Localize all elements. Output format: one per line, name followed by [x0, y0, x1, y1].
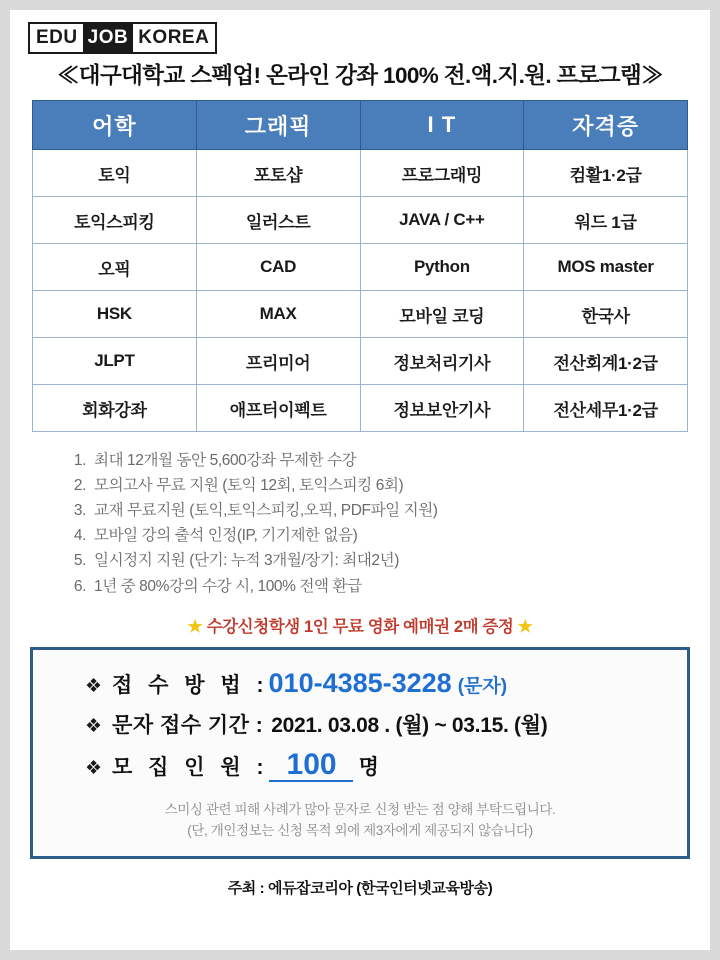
table-cell: 애프터이펙트: [196, 385, 360, 432]
list-item-number: 4.: [73, 527, 86, 545]
gift-text: 수강신청학생 1인 무료 영화 예매권 2매 증정: [206, 617, 514, 636]
list-item: [68, 574, 710, 599]
list-item: [68, 448, 710, 473]
table-cell: 일러스트: [196, 197, 360, 244]
table-cell: JLPT: [33, 338, 197, 385]
list-item: [68, 548, 710, 573]
column-header-graphic: 그래픽: [196, 101, 360, 150]
diamond-bullet-icon: ❖: [85, 675, 103, 697]
star-icon: ★: [187, 616, 203, 636]
table-row: [33, 150, 688, 197]
table-cell: 토익스피킹: [33, 197, 197, 244]
diamond-bullet-icon: ❖: [85, 757, 103, 779]
table-row: [33, 197, 688, 244]
page-title: ≪대구대학교 스펙업! 온라인 강좌 100% 전.액.지.원. 프로그램≫: [56, 63, 664, 88]
list-item-number: 6.: [73, 577, 86, 595]
logo-bar: [10, 10, 710, 54]
edujobkorea-logo: [28, 22, 217, 54]
application-period-label: 문자 접수 기간 :: [112, 713, 264, 737]
application-period-row: [33, 709, 687, 739]
application-notice: [33, 792, 687, 842]
star-icon: ★: [517, 616, 533, 636]
table-cell: MAX: [196, 291, 360, 338]
table-header-row: [33, 101, 688, 150]
table-row: [33, 244, 688, 291]
table-cell: 컴활1·2급: [524, 150, 688, 197]
course-table: [32, 100, 688, 432]
table-cell: 프로그래밍: [360, 150, 524, 197]
table-cell: 전산회계1·2급: [524, 338, 688, 385]
table-row: [33, 385, 688, 432]
list-item-label: 일시정지 지원 (단기: 누적 3개월/장기: 최대2년): [94, 552, 399, 570]
table-cell: 한국사: [524, 291, 688, 338]
application-box: [30, 647, 690, 859]
table-cell: 프리미어: [196, 338, 360, 385]
gift-banner: [10, 599, 710, 645]
list-item-label: 모바일 강의 출석 인정(IP, 기기제한 없음): [94, 527, 358, 545]
list-item: [68, 473, 710, 498]
logo-text-job: JOB: [83, 24, 134, 52]
list-item-number: 2.: [73, 477, 86, 495]
application-count-row: [33, 749, 687, 783]
table-cell: 토익: [33, 150, 197, 197]
diamond-bullet-icon: ❖: [85, 715, 103, 737]
application-period-value: 2021. 03.08 . (월) ~ 03.15. (월): [271, 713, 548, 737]
application-notice-line1: 스미싱 관련 피해 사례가 많아 문자로 신청 받는 점 양해 부탁드립니다.: [164, 802, 556, 818]
phone-note: (문자): [457, 675, 508, 697]
application-count-label: 모 집 인 원 :: [112, 755, 269, 779]
table-cell: Python: [360, 244, 524, 291]
table-cell: 포토샵: [196, 150, 360, 197]
list-item-label: 모의고사 무료 지원 (토익 12회, 토익스피킹 6회): [94, 477, 404, 495]
list-item-number: 3.: [73, 502, 86, 520]
list-item-label: 1년 중 80%강의 수강 시, 100% 전액 환급: [94, 577, 362, 595]
table-cell: CAD: [196, 244, 360, 291]
table-row: [33, 338, 688, 385]
table-row: [33, 291, 688, 338]
table-cell: HSK: [33, 291, 197, 338]
table-cell: JAVA / C++: [360, 197, 524, 244]
column-header-certificate: 자격증: [524, 101, 688, 150]
list-item: [68, 498, 710, 523]
application-count-value: 100: [269, 749, 353, 783]
list-item-number: 1.: [73, 452, 86, 469]
table-cell: 전산세무1·2급: [524, 385, 688, 432]
table-cell: 회화강좌: [33, 385, 197, 432]
logo-text-korea: KOREA: [138, 27, 210, 48]
application-method-row: [33, 668, 687, 699]
list-item-label: 교재 무료지원 (토익,토익스피킹,오픽, PDF파일 지원): [94, 502, 438, 520]
table-cell: 정보보안기사: [360, 385, 524, 432]
table-cell: 워드 1급: [524, 197, 688, 244]
list-item-number: 5.: [73, 552, 86, 570]
table-cell: MOS master: [524, 244, 688, 291]
column-header-language: 어학: [33, 101, 197, 150]
logo-text-edu: EDU: [36, 27, 78, 48]
table-cell: 오픽: [33, 244, 197, 291]
application-method-label: 접 수 방 법 :: [112, 673, 269, 697]
application-notice-line2: (단, 개인정보는 신청 목적 외에 제3자에게 제공되지 않습니다): [187, 823, 533, 839]
table-cell: 모바일 코딩: [360, 291, 524, 338]
benefits-list: [10, 432, 710, 599]
footer-organizer: 주최 : 에듀잡코리아 (한국인터넷교육방송): [227, 880, 493, 897]
application-count-unit: 명: [358, 755, 379, 779]
list-item-label: 최대 12개월 동안 5,600강좌 무제한 수강: [94, 452, 357, 469]
table-cell: 정보처리기사: [360, 338, 524, 385]
application-count-value-wrapper: [269, 749, 379, 783]
course-table-wrapper: [10, 100, 710, 432]
phone-number: 010-4385-3228: [268, 667, 452, 698]
column-header-it: I T: [360, 101, 524, 150]
list-item: [68, 523, 710, 548]
